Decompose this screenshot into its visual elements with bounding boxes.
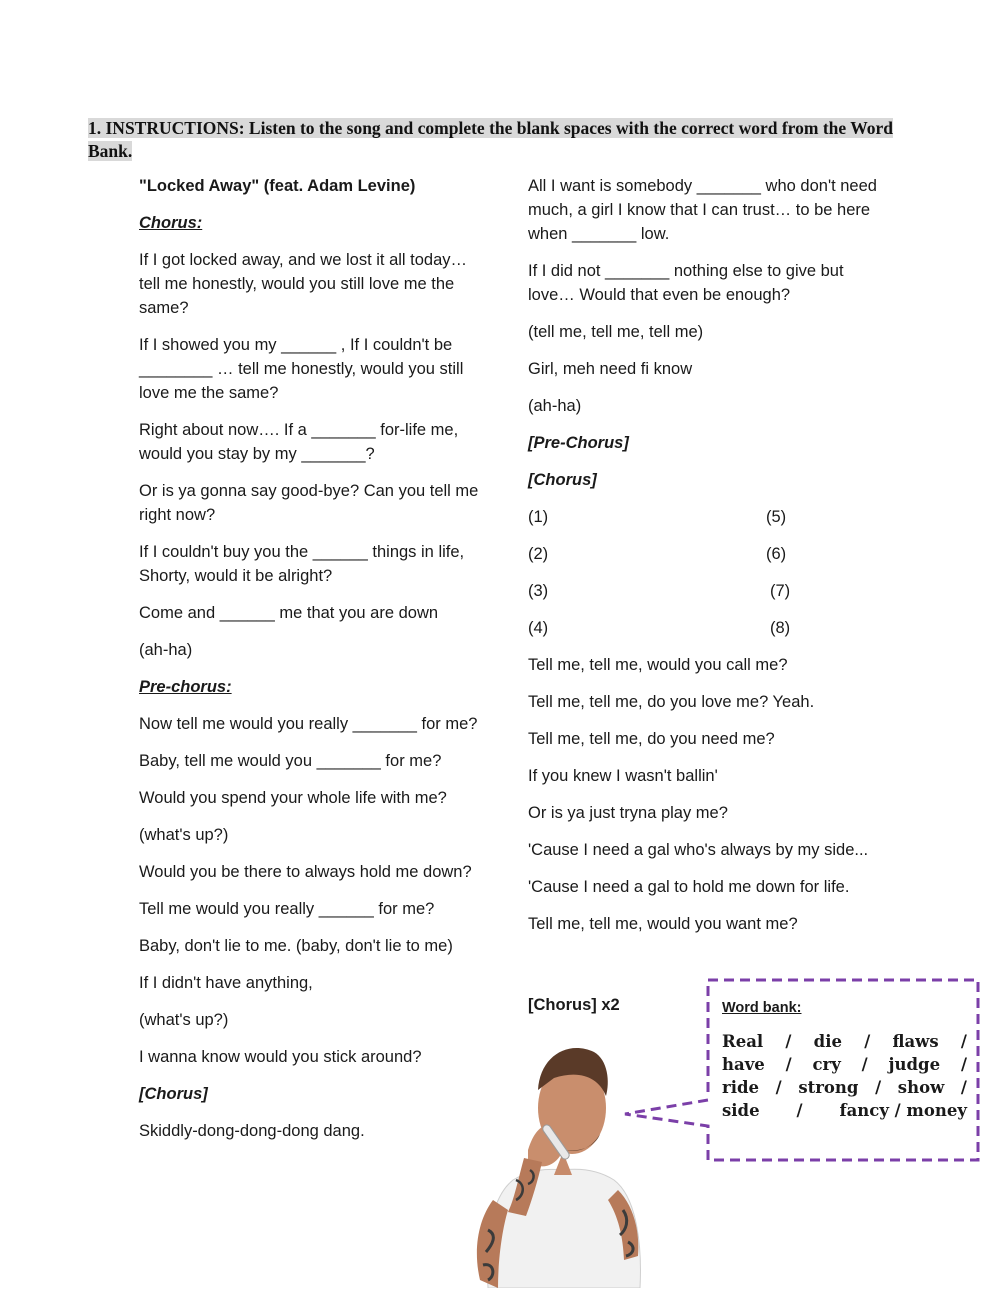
word-bank-line	[722, 1076, 967, 1099]
right-column-top	[528, 174, 888, 492]
lyrics-left-column	[139, 174, 489, 1156]
word-bank-words	[722, 1030, 967, 1122]
word-bank-line	[722, 1099, 967, 1122]
word-separator: /	[875, 1078, 882, 1097]
right-column-bottom	[528, 653, 888, 936]
number-label: (6)	[766, 545, 787, 563]
number-label: (7)	[770, 582, 791, 600]
word-bank	[722, 1000, 967, 1122]
word-separator: /	[796, 1101, 803, 1120]
word-bank-word: cry	[812, 1055, 841, 1074]
word-bank-word: show	[897, 1078, 945, 1097]
lyric-line: (ah-ha)	[528, 397, 582, 415]
word-separator: /	[785, 1055, 792, 1074]
lyric-line: Skiddly-dong-dong-dong dang.	[139, 1122, 365, 1140]
word-bank-word: fancy / money	[839, 1101, 967, 1120]
lyric-line: Girl, meh need fi know	[528, 360, 693, 378]
instructions-text: 1. INSTRUCTIONS: Listen to the song and complete the blank spaces with the correct word from the Word Bank.	[88, 118, 893, 161]
word-separator: /	[960, 1078, 967, 1097]
lyric-line: If I did not _______ nothing else to give but love… Would that even be enough?	[528, 262, 844, 304]
lyric-line: Come and ______ me that you are down	[139, 604, 439, 622]
lyric-line: If I showed you my ______ , If I couldn't be ________ … tell me honestly, would you still love me the same?	[139, 336, 464, 402]
chorus-x2-label: [Chorus] x2	[528, 996, 620, 1014]
lyric-line: If I got locked away, and we lost it all today… tell me honestly, would you still love me the same?	[139, 251, 468, 317]
word-bank-word: judge	[888, 1055, 941, 1074]
numbered-line-row	[528, 579, 888, 603]
lyric-line: Now tell me would you really _______ for me?	[139, 715, 478, 733]
word-bank-word: strong	[798, 1078, 859, 1097]
word-bank-word: Real	[722, 1032, 764, 1051]
lyric-line: If I couldn't buy you the ______ things in life, Shorty, would it be alright?	[139, 543, 465, 585]
word-separator: /	[960, 1055, 967, 1074]
word-separator: /	[861, 1055, 868, 1074]
section-heading: [Chorus]	[528, 471, 597, 489]
lyric-line: Tell me would you really ______ for me?	[139, 900, 435, 918]
word-bank-word: side	[722, 1101, 760, 1120]
lyric-line: Baby, tell me would you _______ for me?	[139, 752, 442, 770]
numbered-lines	[528, 505, 888, 640]
word-separator: /	[960, 1032, 967, 1051]
number-label: (1)	[528, 508, 549, 526]
lyric-line: (what's up?)	[139, 826, 229, 844]
section-heading: Chorus:	[139, 214, 203, 232]
numbered-line-row	[528, 616, 888, 640]
lyric-line: (ah-ha)	[139, 641, 193, 659]
lyric-line: All I want is somebody _______ who don't need much, a girl I know that I can trust… to be here when _______ low.	[528, 177, 877, 243]
section-heading: Pre-chorus:	[139, 678, 232, 696]
lyric-line: (tell me, tell me, tell me)	[528, 323, 704, 341]
lyric-line: Tell me, tell me, do you love me? Yeah.	[528, 693, 815, 711]
singer-image	[468, 1030, 658, 1288]
number-label: (2)	[528, 545, 549, 563]
lyric-line: 'Cause I need a gal to hold me down for life.	[528, 878, 850, 896]
lyric-line: Would you spend your whole life with me?	[139, 789, 447, 807]
lyric-line: If I didn't have anything,	[139, 974, 313, 992]
word-bank-line	[722, 1053, 967, 1076]
section-heading: "Locked Away" (feat. Adam Levine)	[139, 177, 416, 195]
word-separator: /	[864, 1032, 871, 1051]
section-heading: [Pre-Chorus]	[528, 434, 629, 452]
lyric-line: If you knew I wasn't ballin'	[528, 767, 718, 785]
lyrics-right-column	[528, 174, 888, 949]
lyric-line: (what's up?)	[139, 1011, 229, 1029]
word-bank-word: ride	[722, 1078, 759, 1097]
lyric-line: I wanna know would you stick around?	[139, 1048, 422, 1066]
number-label: (8)	[770, 619, 791, 637]
lyric-line: Or is ya just tryna play me?	[528, 804, 728, 822]
lyric-line: Right about now…. If a _______ for-life me, would you stay by my _______?	[139, 421, 459, 463]
word-separator: /	[785, 1032, 792, 1051]
numbered-line-row	[528, 505, 888, 529]
number-label: (5)	[766, 508, 787, 526]
word-bank-word: die	[813, 1032, 842, 1051]
lyric-line: Tell me, tell me, would you call me?	[528, 656, 788, 674]
lyric-line: Tell me, tell me, would you want me?	[528, 915, 798, 933]
lyric-line: 'Cause I need a gal who's always by my side...	[528, 841, 869, 859]
instructions	[88, 117, 906, 163]
word-bank-word: flaws	[892, 1032, 939, 1051]
section-heading: [Chorus]	[139, 1085, 208, 1103]
lyric-line: Tell me, tell me, do you need me?	[528, 730, 775, 748]
lyric-line: Would you be there to always hold me down?	[139, 863, 472, 881]
lyric-line: Baby, don't lie to me. (baby, don't lie to me)	[139, 937, 453, 955]
number-label: (3)	[528, 582, 549, 600]
lyric-line: Or is ya gonna say good-bye? Can you tell me right now?	[139, 482, 479, 524]
word-bank-word: have	[722, 1055, 765, 1074]
number-label: (4)	[528, 619, 549, 637]
word-separator: /	[775, 1078, 782, 1097]
numbered-line-row	[528, 542, 888, 566]
word-bank-title: Word bank:	[722, 1000, 802, 1016]
word-bank-line	[722, 1030, 967, 1053]
